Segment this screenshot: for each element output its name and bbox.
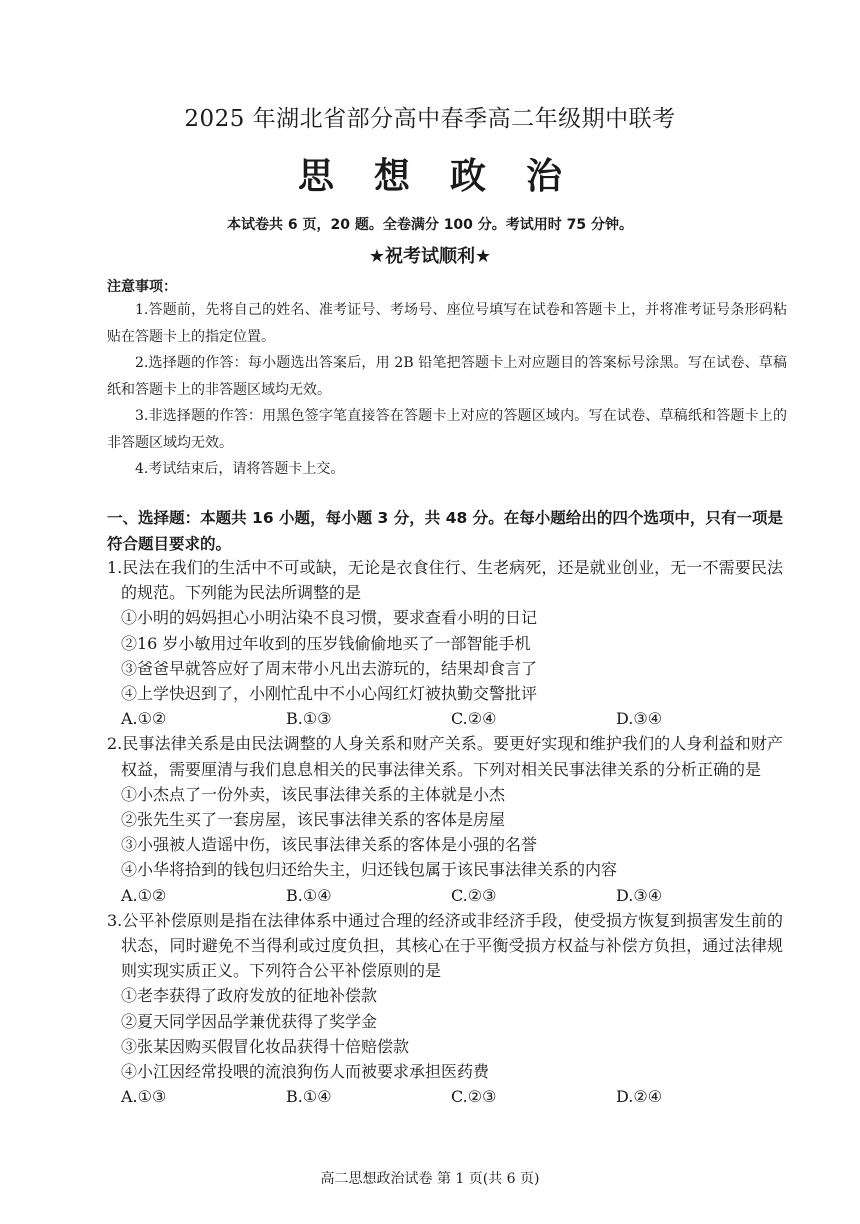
question-1 — [107, 555, 783, 731]
question-statement: ②16 岁小敏用过年收到的压岁钱偷偷地买了一部智能手机 — [121, 633, 531, 653]
notice-item: 3.非选择题的作答：用黑色签字笔直接答在答题卡上对应的答题区域内。写在试卷、草稿纸和答题卡上的非答题区域均无效。 — [107, 408, 787, 451]
question-statement: ①小杰点了一份外卖，该民事法律关系的主体就是小杰 — [121, 784, 506, 804]
option-b: B.①③ — [286, 709, 332, 729]
page-footer: 高二思想政治试卷 第 1 页(共 6 页) — [320, 1171, 540, 1187]
option-c: C.②③ — [451, 1087, 497, 1107]
question-statement: ③爸爸早就答应好了周末带小凡出去游玩的，结果却食言了 — [121, 658, 538, 678]
option-c: C.②④ — [451, 709, 497, 729]
notice-title: 注意事项： — [107, 279, 177, 295]
notice-item: 4.考试结束后，请将答题卡上交。 — [135, 461, 345, 477]
question-statement: ①老李获得了政府发放的征地补偿款 — [121, 986, 378, 1006]
answer-options — [107, 1084, 783, 1109]
exam-info: 本试卷共 6 页，20 题。全卷满分 100 分。考试用时 75 分钟。 — [226, 217, 634, 233]
answer-options — [107, 883, 783, 908]
question-stem: 1.民法在我们的生活中不可或缺，无论是衣食住行、生老病死，还是就业创业，无一不需要民法的规范。下列能为民法所调整的是 — [107, 558, 783, 603]
question-3 — [107, 908, 783, 1110]
question-2 — [107, 731, 783, 907]
option-b: B.①④ — [286, 885, 332, 905]
good-luck-banner: ★祝考试顺利★ — [368, 246, 492, 267]
option-c: C.②③ — [451, 885, 497, 905]
subject-title: 思想政治 — [297, 156, 602, 197]
exam-title: 2025 年湖北省部分高中春季高二年级期中联考 — [184, 106, 676, 132]
question-list — [107, 555, 783, 1109]
question-stem: 3.公平补偿原则是指在法律体系中通过合理的经济或非经济手段，使受损方恢复到损害发生前的状态，同时避免不当得利或过度负担，其核心在于平衡受损方权益与补偿方负担，通过法律规则实现实质正义。下列符合公平补偿原则的是 — [107, 910, 783, 981]
question-statement: ④小江因经常投喂的流浪狗伤人而被要求承担医药费 — [121, 1062, 490, 1082]
option-a: A.①② — [121, 709, 167, 729]
question-statement: ①小明的妈妈担心小明沾染不良习惯，要求查看小明的日记 — [121, 608, 538, 628]
answer-options — [107, 706, 783, 731]
question-statement: ③张某因购买假冒化妆品获得十倍赔偿款 — [121, 1036, 410, 1056]
option-b: B.①④ — [286, 1087, 332, 1107]
option-a: A.①② — [121, 885, 167, 905]
section-heading: 一、选择题：本题共 16 小题，每小题 3 分，共 48 分。在每小题给出的四个选项中，只有一项是符合题目要求的。 — [107, 509, 783, 553]
question-statement: ③小强被人造谣中伤，该民事法律关系的客体是小强的名誉 — [121, 835, 538, 855]
question-statement: ④小华将拾到的钱包归还给失主，归还钱包属于该民事法律关系的内容 — [121, 860, 618, 880]
option-d: D.③④ — [616, 885, 663, 905]
question-stem: 2.民事法律关系是由民法调整的人身关系和财产关系。要更好实现和维护我们的人身利益和财产权益，需要厘清与我们息息相关的民事法律关系。下列对相关民事法律关系的分析正确的是 — [107, 734, 783, 779]
notice-item: 2.选择题的作答：每小题选出答案后，用 2B 铅笔把答题卡上对应题目的答案标号涂黑。写在试卷、草稿纸和答题卡上的非答题区域均无效。 — [107, 355, 787, 398]
notice-list — [107, 297, 787, 483]
question-statement: ②张先生买了一套房屋，该民事法律关系的客体是房屋 — [121, 810, 506, 830]
option-d: D.③④ — [616, 709, 663, 729]
notice-item: 1.答题前，先将自己的姓名、准考证号、考场号、座位号填写在试卷和答题卡上，并将准考证号条形码粘贴在答题卡上的指定位置。 — [107, 302, 787, 345]
option-d: D.②④ — [616, 1087, 663, 1107]
question-statement: ②夏天同学因品学兼优获得了奖学金 — [121, 1011, 378, 1031]
question-statement: ④上学快迟到了，小刚忙乱中不小心闯红灯被执勤交警批评 — [121, 684, 538, 704]
option-a: A.①③ — [121, 1087, 167, 1107]
